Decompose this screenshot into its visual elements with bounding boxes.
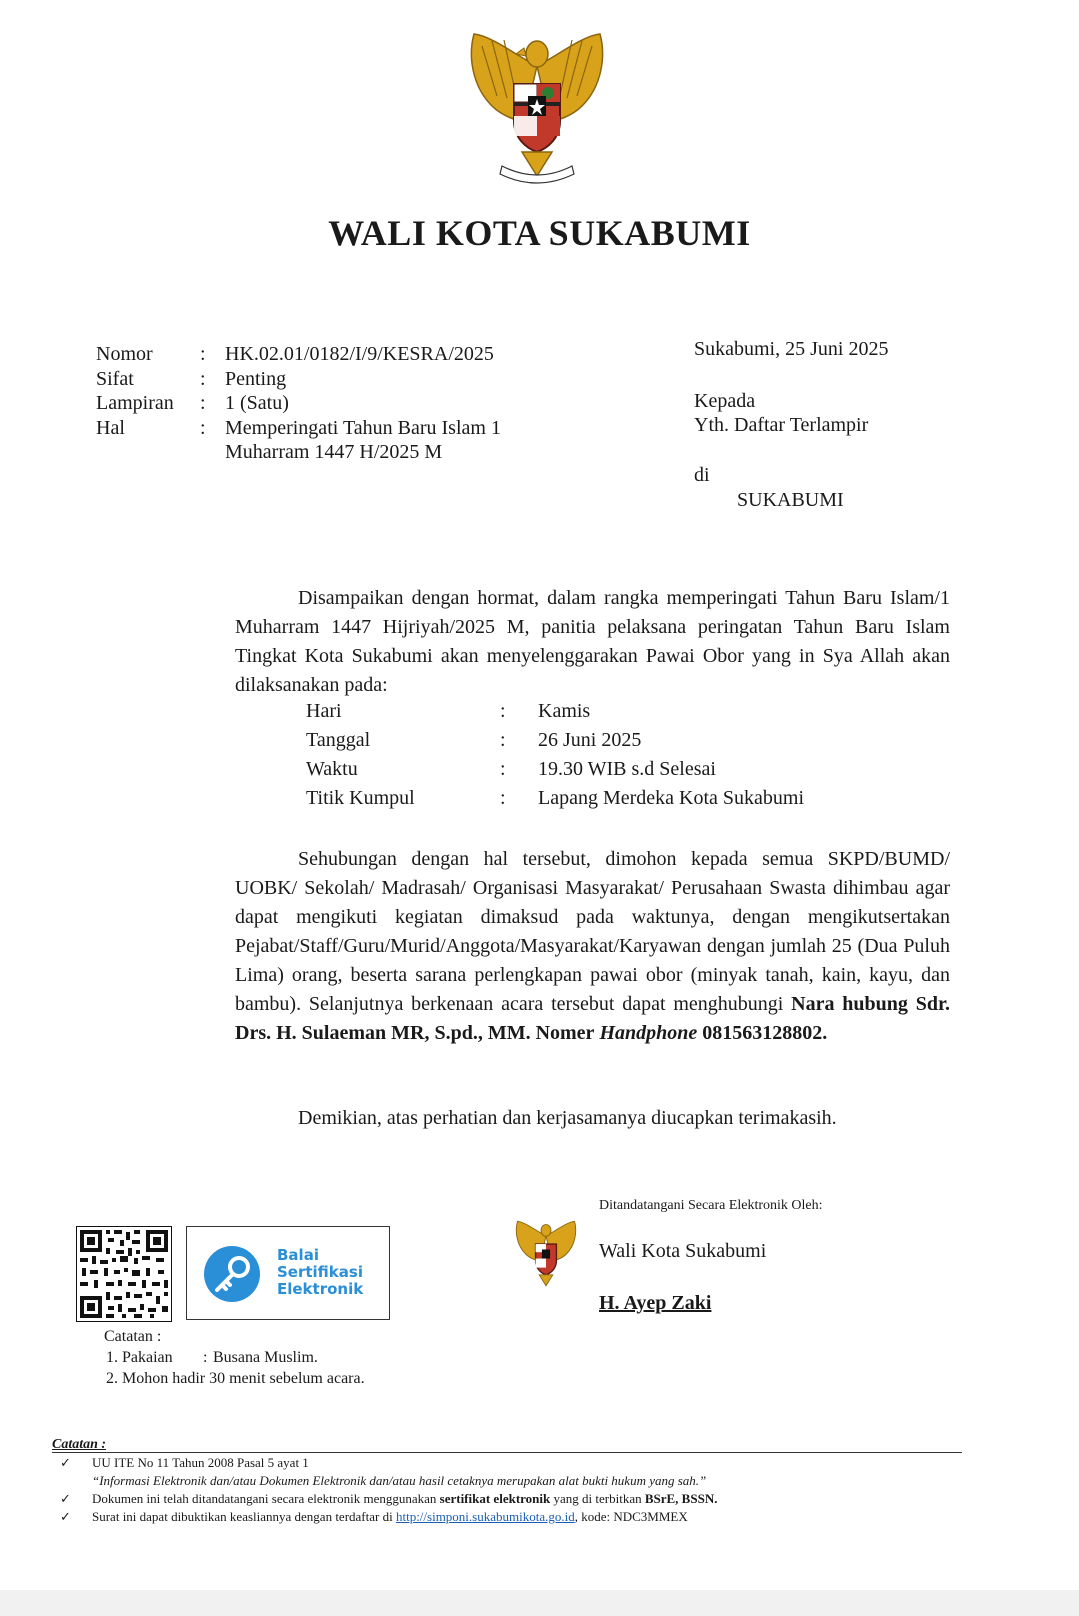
place-date: Sukabumi, 25 Juni 2025 <box>694 338 889 360</box>
bse-logo-text: Balai Sertifikasi Elektronik <box>277 1246 364 1298</box>
schedule-sep: : <box>500 758 506 780</box>
body-paragraph-1: Disampaikan dengan hormat, dalam rangka memperingati Tahun Baru Islam/1 Muharram 1447 Hijriyah/2025 M, panitia pelaksana peringatan Tahun Baru Islam Tingkat Kota Sukabumi akan menyelenggarakan Pawai Obor yang in Sya Allah akan dilaksanakan pada: <box>235 587 950 696</box>
page-title: WALI KOTA SUKABUMI <box>328 213 751 253</box>
schedule-label-titik: Titik Kumpul <box>306 787 415 809</box>
schedule-sep: : <box>500 729 506 751</box>
paragraph-2-text: Sehubungan dengan hal tersebut, dimohon kepada semua SKPD/BUMD/ UOBK/ Sekolah/ Madrasah/ Organisasi Masyarakat/ Perusahaan Swasta dihimbau agar dapat mengikuti kegiatan dimaksud pada waktunya, dengan mengikutsertakan Pejabat/Staff/Guru/Murid/Anggota/Masyarakat/Karyawan dengan jumlah 25 (Dua Puluh Lima) orang, beserta sarana perlengkapan pawai obor (minyak tanah, kain, kayu, dan bambu). Selanjutnya berkenaan acara tersebut dapat menghubungi <box>235 848 950 1015</box>
schedule-value-hari: Kamis <box>538 700 591 722</box>
bse-key-icon <box>203 1245 261 1303</box>
phone-number: 081563128802. <box>702 1022 828 1044</box>
verification-link[interactable]: http://simponi.sukabumikota.go.id <box>395 1509 575 1524</box>
event-schedule <box>306 700 906 816</box>
schedule-sep: : <box>500 700 506 722</box>
footer-heading: Catatan : <box>52 1437 107 1452</box>
schedule-value-waktu: 19.30 WIB s.d Selesai <box>538 758 716 780</box>
catatan-heading: Catatan : <box>104 1328 162 1345</box>
catatan-item-1: 1. Pakaian : Busana Muslim. <box>106 1349 318 1366</box>
body-paragraph-2 <box>235 845 950 1048</box>
qr-code-icon <box>76 1226 172 1322</box>
signatory-name: H. Ayep Zaki <box>599 1292 712 1314</box>
footer-line-3: ✓ Surat ini dapat dibuktikan keasliannya dengan terdaftar di http://simponi.sukabumikota.go.id, kode: NDC3MMEX <box>60 1509 688 1524</box>
schedule-value-tanggal: 26 Juni 2025 <box>538 729 642 751</box>
recipient-yth: Yth. Daftar Terlampir <box>694 414 869 436</box>
bse-logo <box>186 1226 390 1320</box>
footer-divider <box>52 1452 962 1453</box>
check-icon: ✓ <box>60 1509 71 1524</box>
handphone-label: Handphone <box>599 1022 698 1044</box>
signature-emblem-icon <box>512 1214 580 1294</box>
schedule-value-titik: Lapang Merdeka Kota Sukabumi <box>538 787 805 809</box>
catatan-item-2: 2. Mohon hadir 30 menit sebelum acara. <box>106 1370 365 1387</box>
schedule-sep: : <box>500 787 506 809</box>
signed-by-label: Ditandatangani Secara Elektronik Oleh: <box>599 1198 823 1213</box>
letter-meta: Nomor : HK.02.01/0182/I/9/KESRA/2025 Sifat : Penting Lampiran : 1 (Satu) Hal : Memperingati Tahun Baru Islam 1 Muharram 1447 H/2025 M <box>96 343 501 463</box>
footer-line-1: ✓ UU ITE No 11 Tahun 2008 Pasal 5 ayat 1 <box>60 1455 309 1470</box>
schedule-label-hari: Hari <box>306 700 342 722</box>
signatory-position: Wali Kota Sukabumi <box>599 1240 767 1262</box>
page-bottom-edge <box>0 1590 1079 1616</box>
contact-person: Nara hubung Sdr. Drs. H. Sulaeman MR, S.pd., MM. Nomer <box>235 993 951 1044</box>
body-paragraph-3: Demikian, atas perhatian dan kerjasamanya diucapkan terimakasih. <box>298 1107 837 1129</box>
check-icon: ✓ <box>60 1455 71 1470</box>
schedule-label-waktu: Waktu <box>306 758 358 780</box>
recipient-city: SUKABUMI <box>737 489 844 511</box>
check-icon: ✓ <box>60 1491 71 1506</box>
footer-quote: “Informasi Elektronik dan/atau Dokumen Elektronik dan/atau hasil cetaknya merupakan alat bukti hukum yang sah.” <box>92 1473 707 1488</box>
footer-line-2: ✓ Dokumen ini telah ditandatangani secara elektronik menggunakan sertifikat elektronik yang di terbitkan BSrE, BSSN. <box>60 1491 718 1506</box>
garuda-emblem-icon <box>462 26 612 186</box>
recipient-di: di <box>694 464 710 486</box>
recipient-kepada: Kepada <box>694 390 756 412</box>
schedule-label-tanggal: Tanggal <box>306 729 371 751</box>
